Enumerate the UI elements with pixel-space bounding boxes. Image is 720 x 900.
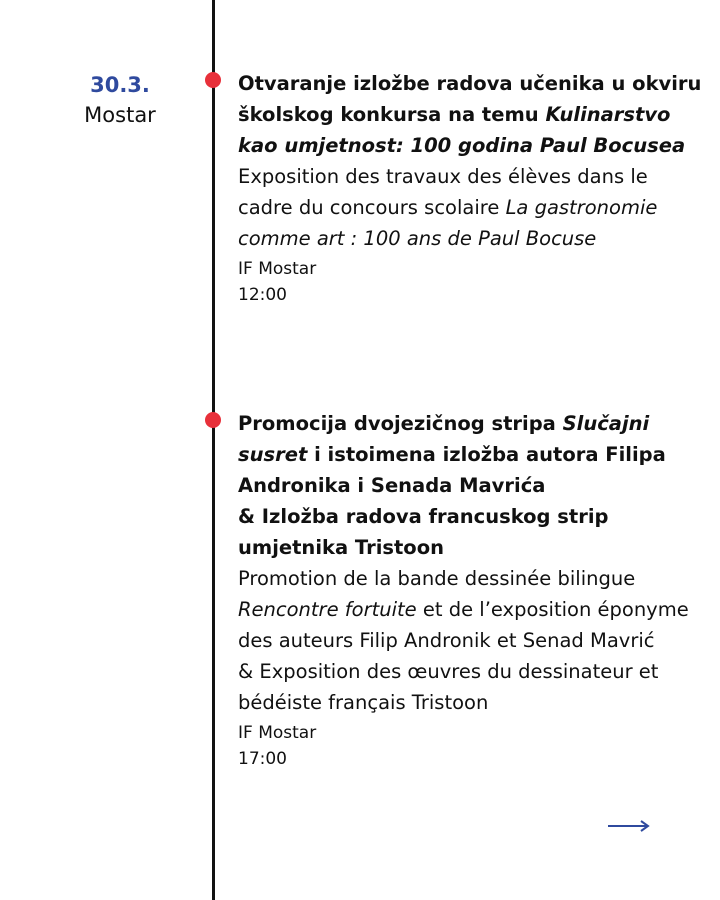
- title-italic: Slučajni susret: [238, 412, 650, 466]
- title-line2: & Izložba radova francuskog strip umjetnika Tristoon: [238, 505, 609, 559]
- event-venue: IF Mostar: [238, 259, 317, 279]
- title-text: i istoimena izložba autora Filipa Andronika i Senada Mavrića: [238, 443, 666, 497]
- event-meta: [238, 720, 708, 772]
- event-title-bs: [238, 408, 708, 563]
- event-item: [238, 68, 708, 308]
- event-venue: IF Mostar: [238, 723, 317, 743]
- title-text: Promotion de la bande dessinée bilingue: [238, 567, 636, 590]
- event-time: 17:00: [238, 749, 287, 769]
- event-time: 12:00: [238, 285, 287, 305]
- event-title-bs: [238, 68, 708, 161]
- event-meta: [238, 256, 708, 308]
- timeline-dot: [205, 72, 221, 88]
- title-text: Promocija dvojezičnog stripa: [238, 412, 556, 435]
- date-block: [60, 70, 180, 130]
- title-text: et de l’exposition éponyme des auteurs Filip Andronik et Senad Mavrić: [238, 598, 689, 652]
- event-item: [238, 408, 708, 772]
- event-title-fr: [238, 563, 708, 718]
- title-italic: Rencontre fortuite: [238, 598, 417, 621]
- event-date: 30.3.: [90, 73, 150, 97]
- title-italic: La gastronomie comme art : 100 ans de Paul Bocuse: [238, 196, 658, 250]
- title-text: Otvaranje izložbe radova učenika u okviru školskog konkursa na temu: [238, 72, 702, 126]
- event-title-fr: [238, 161, 708, 254]
- event-city: Mostar: [84, 103, 156, 127]
- title-text: Exposition des travaux des élèves dans le cadre du concours scolaire: [238, 165, 648, 219]
- title-italic: Kulinarstvo kao umjetnost: 100 godina Paul Bocusea: [238, 103, 686, 157]
- timeline-line: [212, 0, 215, 900]
- arrow-right-icon[interactable]: [607, 818, 651, 834]
- title-line2: & Exposition des œuvres du dessinateur et bédéiste français Tristoon: [238, 660, 659, 714]
- timeline-dot: [205, 412, 221, 428]
